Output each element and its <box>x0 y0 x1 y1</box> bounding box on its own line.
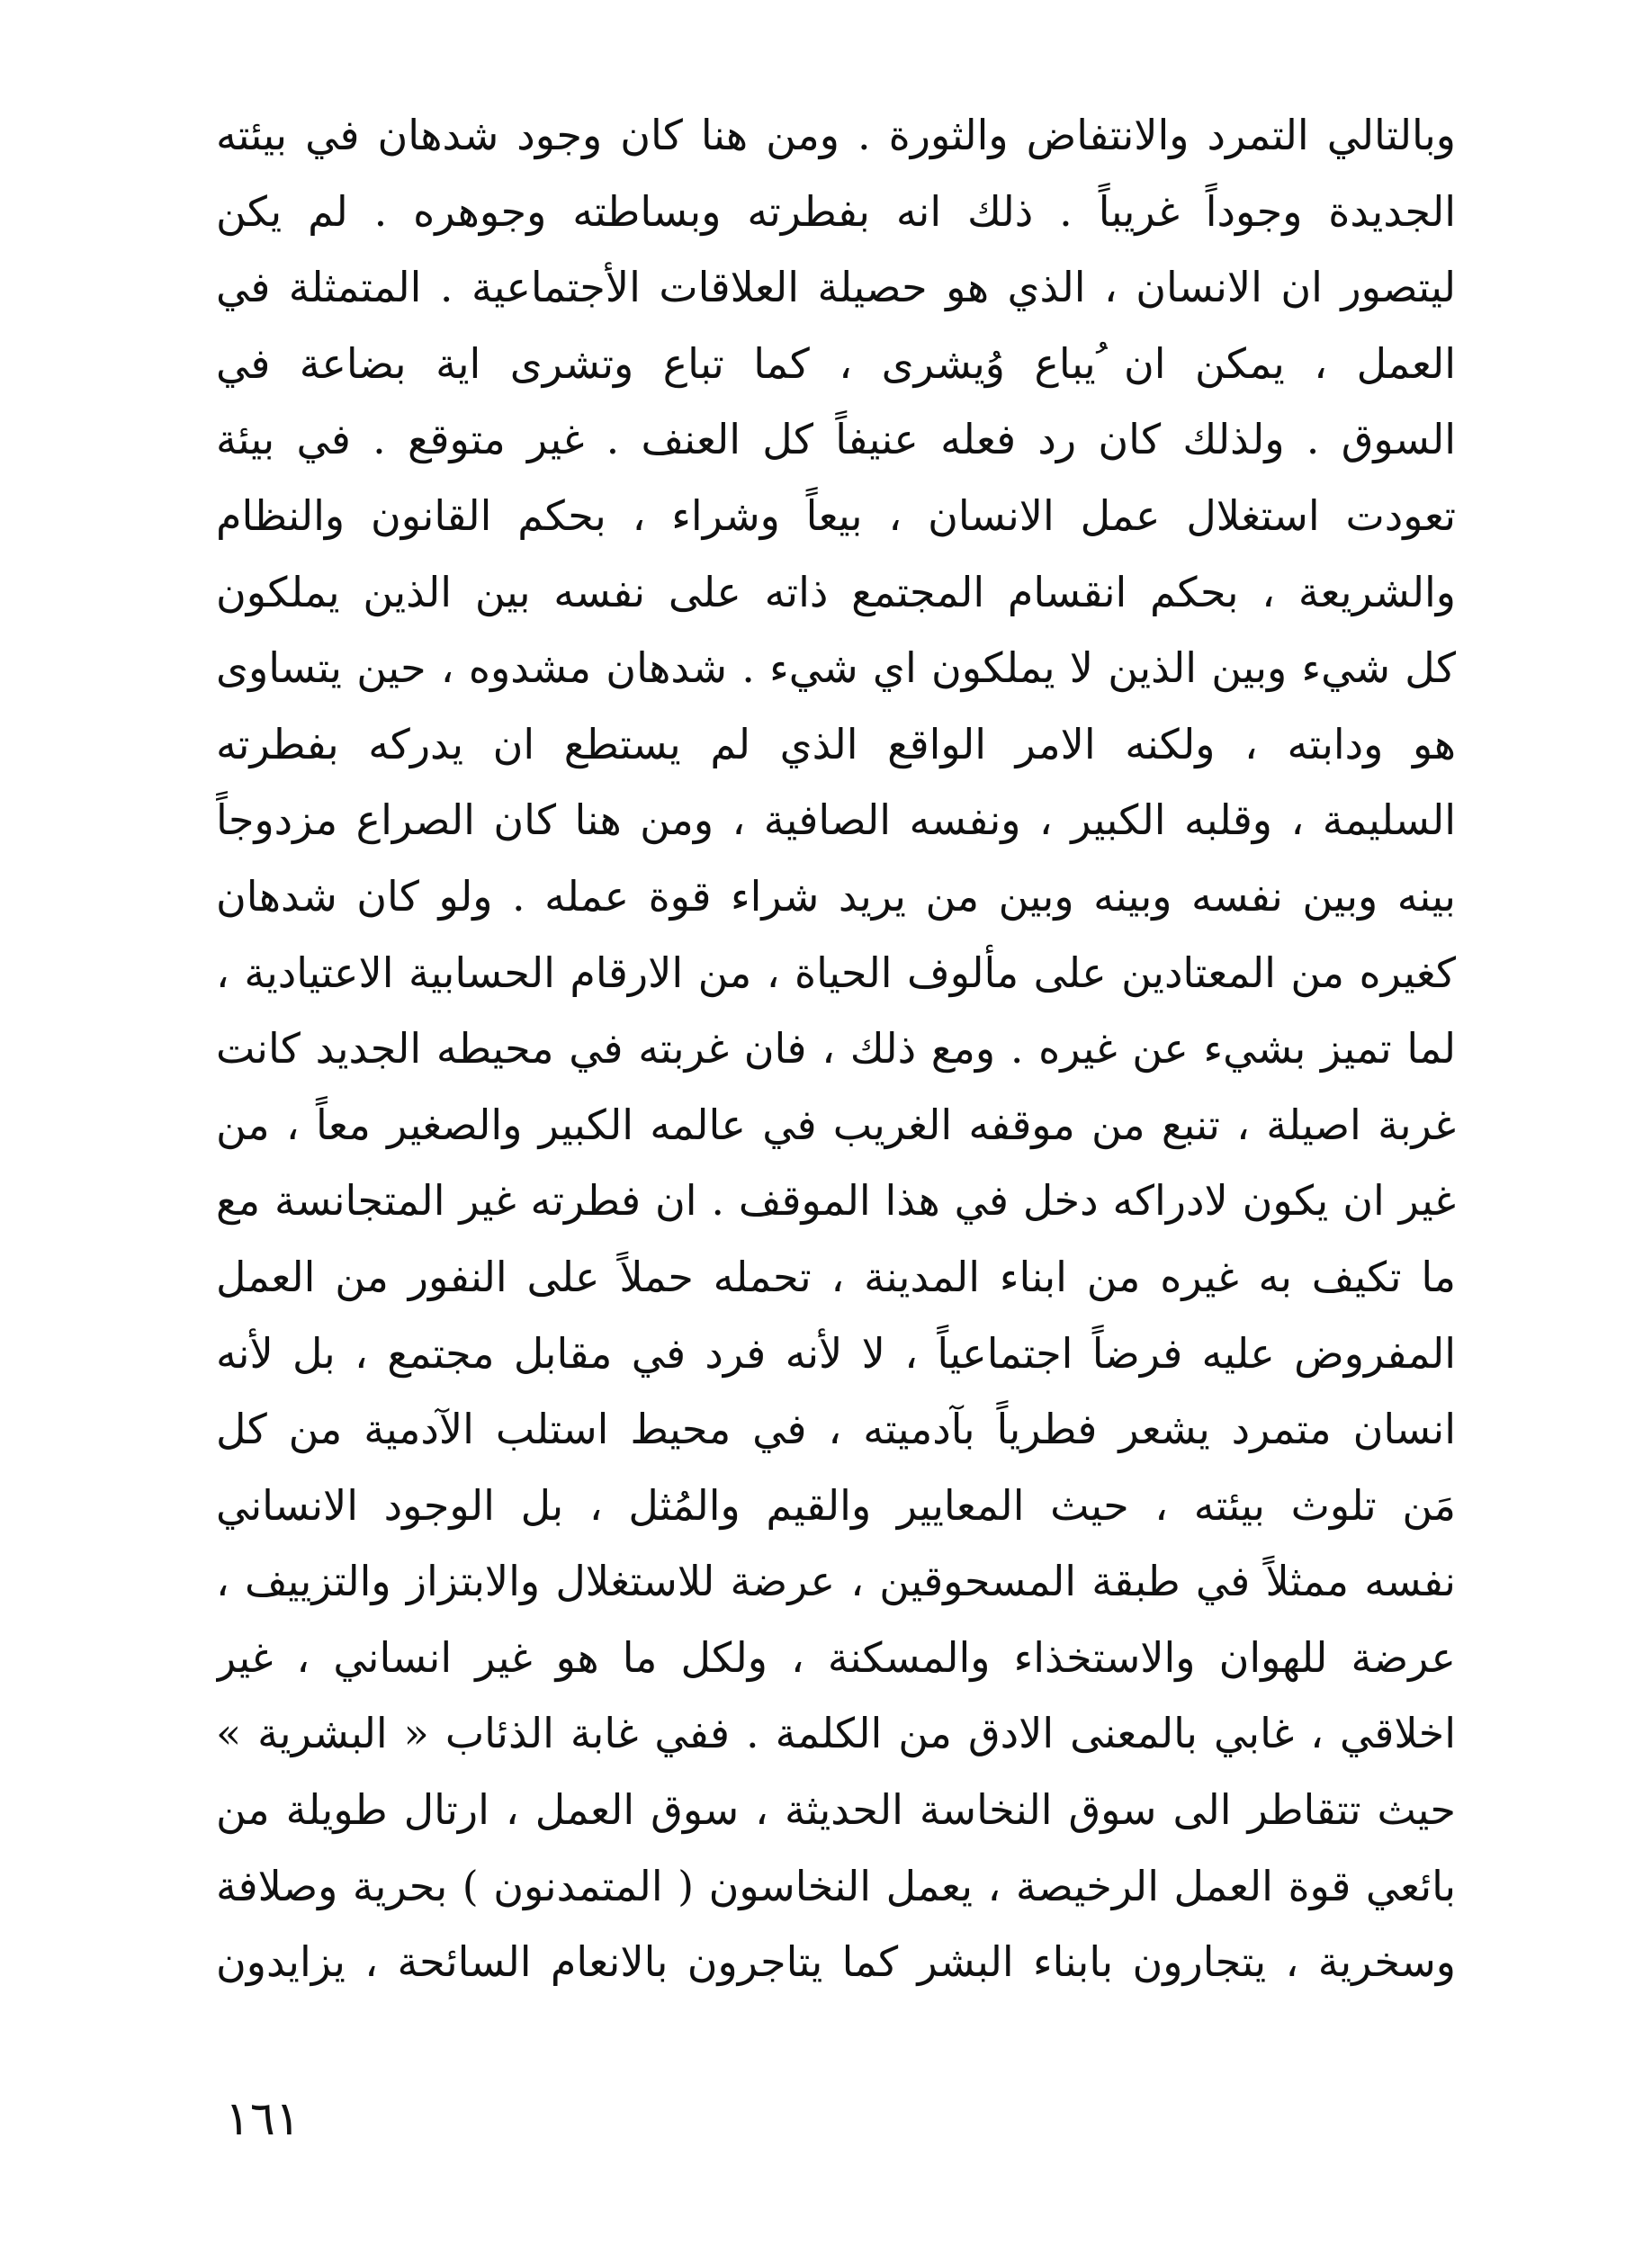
text-line: كغيره من المعتادين على مألوف الحياة ، من الارقام الحسابية الاعتيادية ، <box>216 948 1456 997</box>
text-line: نفسه ممثلاً في طبقة المسحوقين ، عرضة للاستغلال والابتزاز والتزييف ، <box>216 1557 1456 1606</box>
text-line: ليتصور ان الانسان ، الذي هو حصيلة العلاقات الأجتماعية . المتمثلة في <box>216 263 1456 312</box>
text-line: وبالتالي التمرد والانتفاض والثورة . ومن هنا كان وجود شدهان في بيئته <box>216 111 1456 159</box>
text-line: اخلاقي ، غابي بالمعنى الادق من الكلمة . ففي غابة الذئاب « البشرية » <box>216 1709 1456 1758</box>
text-line: كل شيء وبين الذين لا يملكون اي شيء . شدهان مشدوه ، حين يتساوى <box>216 643 1456 693</box>
text-line: السليمة ، وقلبه الكبير ، ونفسه الصافية ، ومن هنا كان الصراع مزدوجاً <box>216 795 1456 845</box>
body-text <box>216 97 1456 2000</box>
text-line: حيث تتقاطر الى سوق النخاسة الحديثة ، سوق العمل ، ارتال طويلة من <box>216 1785 1456 1835</box>
text-line: انسان متمرد يشعر فطرياً بآدميته ، في محيط استلب الآدمية من كل <box>216 1405 1456 1454</box>
page-number: ١٦١ <box>225 2092 301 2146</box>
text-line: مَن تلوث بيئته ، حيث المعايير والقيم والمُثل ، بل الوجود الانساني <box>216 1480 1456 1530</box>
text-line: غربة اصيلة ، تنبع من موقفه الغريب في عالمه الكبير والصغير معاً ، من <box>216 1100 1456 1149</box>
text-line: بينه وبين نفسه وبينه وبين من يريد شراء قوة عمله . ولو كان شدهان <box>216 871 1456 921</box>
text-line: غير ان يكون لادراكه دخل في هذا الموقف . ان فطرته غير المتجانسة مع <box>216 1176 1456 1226</box>
text-line: العمل ، يمكن ان ُيباع وُيشرى ، كما تباع وتشرى اية بضاعة في <box>216 338 1456 388</box>
text-line: عرضة للهوان والاستخذاء والمسكنة ، ولكل ما هو غير انساني ، غير <box>216 1632 1456 1682</box>
text-line: لما تميز بشيء عن غيره . ومع ذلك ، فان غربته في محيطه الجديد كانت <box>216 1024 1456 1074</box>
text-line: والشريعة ، بحكم انقسام المجتمع ذاته على نفسه بين الذين يملكون <box>216 567 1456 616</box>
text-line: المفروض عليه فرضاً اجتماعياً ، لا لأنه فرد في مقابل مجتمع ، بل لأنه <box>216 1328 1456 1378</box>
text-line: وسخرية ، يتجارون بابناء البشر كما يتاجرون بالانعام السائحة ، يزايدون <box>216 1937 1456 1987</box>
text-line: تعودت استغلال عمل الانسان ، بيعاً وشراء ، بحكم القانون والنظام <box>216 490 1456 540</box>
text-line: السوق . ولذلك كان رد فعله عنيفاً كل العنف . غير متوقع . في بيئة <box>216 415 1456 464</box>
text-line: الجديدة وجوداً غريباً . ذلك انه بفطرته وبساطته وجوهره . لم يكن <box>216 186 1456 236</box>
text-line: بائعي قوة العمل الرخيصة ، يعمل النخاسون ( المتمدنون ) بحرية وصلافة <box>216 1861 1456 1910</box>
text-line: هو ودابته ، ولكنه الامر الواقع الذي لم يستطع ان يدركه بفطرته <box>216 719 1456 768</box>
text-line: ما تكيف به غيره من ابناء المدينة ، تحمله حملاً على النفور من العمل <box>216 1252 1456 1301</box>
